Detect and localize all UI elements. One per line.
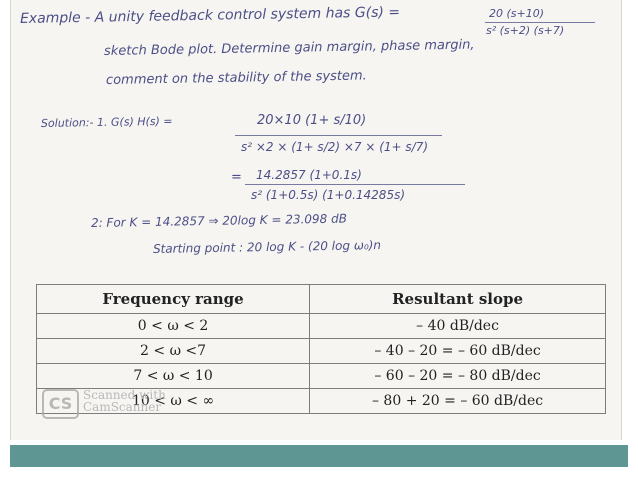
watermark-line-1: Scanned with <box>83 388 166 402</box>
transfer-function-numerator: 20 (s+10) <box>489 7 545 20</box>
camscanner-watermark <box>83 389 166 413</box>
table-header-row <box>37 285 606 314</box>
slope-cell: – 40 dB/dec <box>310 314 606 339</box>
solution-denominator-1: s² ×2 × (1+ s/2) ×7 × (1+ s/7) <box>241 140 429 154</box>
solution-equals: = <box>231 170 242 185</box>
frequency-cell: 2 < ω <7 <box>37 339 310 364</box>
solution-label: Solution:- 1. G(s) H(s) = <box>40 114 173 130</box>
starting-point-step: Starting point : 20 log K - (20 log ω₀)n <box>152 238 382 256</box>
frequency-cell: 10 < ω < ∞ <box>37 389 310 414</box>
frequency-cell: 7 < ω < 10 <box>37 364 310 389</box>
slope-cell: – 40 – 20 = – 60 dB/dec <box>310 339 606 364</box>
frequency-cell: 0 < ω < 2 <box>37 314 310 339</box>
gain-step: 2: For K = 14.2857 ⇒ 20log K = 23.098 dB <box>90 211 348 230</box>
solution-numerator-1: 20×10 (1+ s/10) <box>257 113 367 128</box>
solution-fraction-line-1 <box>235 135 442 136</box>
solution-numerator-2: 14.2857 (1+0.1s) <box>256 168 362 182</box>
transfer-function-fraction-line <box>485 22 595 23</box>
transfer-function-denominator: s² (s+2) (s+7) <box>486 24 565 37</box>
frequency-range-header: Frequency range <box>37 285 310 314</box>
resultant-slope-header: Resultant slope <box>310 285 606 314</box>
solution-fraction-line-2 <box>245 184 465 185</box>
table-row <box>37 314 606 339</box>
problem-line-2: sketch Bode plot. Determine gain margin, phase margin, <box>103 37 475 59</box>
problem-line-3: comment on the stability of the system. <box>105 68 367 88</box>
table-row <box>37 339 606 364</box>
watermark-line-2: CamScanner <box>83 400 162 414</box>
problem-line-1: Example - A unity feedback control system has G(s) = <box>19 4 401 27</box>
footer-bar <box>10 445 628 467</box>
table-row <box>37 364 606 389</box>
solution-denominator-2: s² (1+0.5s) (1+0.14285s) <box>251 188 406 202</box>
slope-cell: – 80 + 20 = – 60 dB/dec <box>310 389 606 414</box>
document-page <box>10 0 622 440</box>
slope-cell: – 60 – 20 = – 80 dB/dec <box>310 364 606 389</box>
camscanner-logo: CS <box>42 389 79 419</box>
